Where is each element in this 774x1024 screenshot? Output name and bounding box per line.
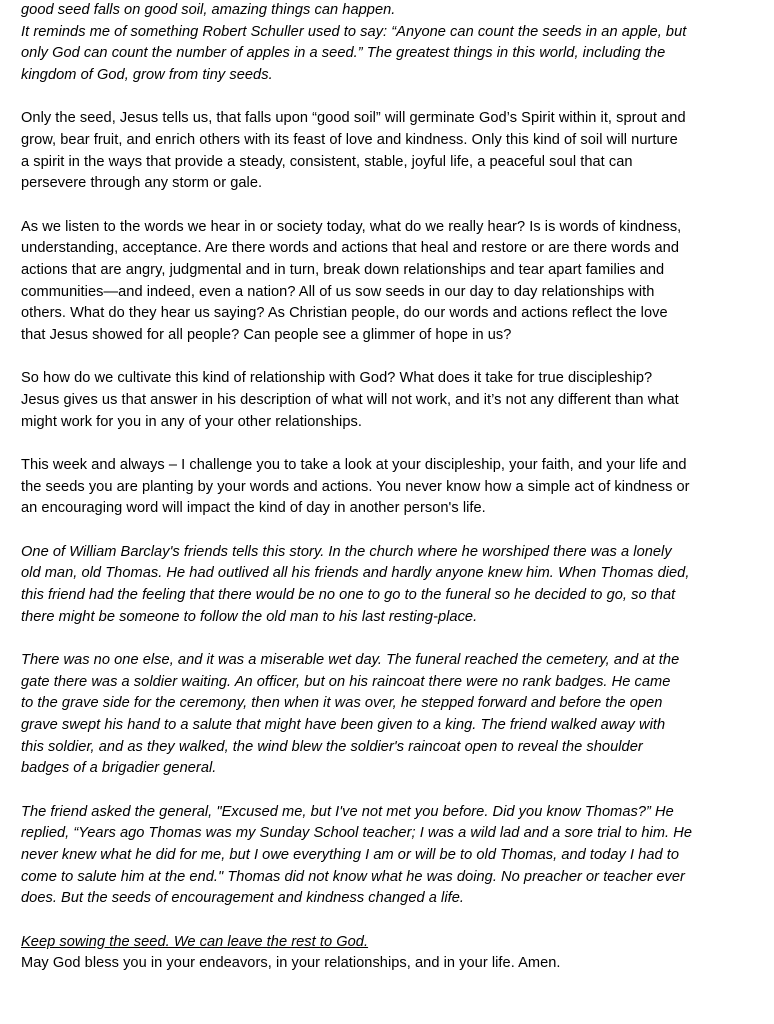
text-line: This week and always – I challenge you to take a look at your discipleship, your faith, and your life and bbox=[21, 457, 687, 474]
text-line: It reminds me of something Robert Schuller used to say: “Anyone can count the seeds in an apple, but bbox=[21, 23, 687, 40]
closing-paragraph bbox=[21, 932, 756, 975]
text-line: kingdom of God, grow from tiny seeds. bbox=[21, 66, 273, 83]
paragraph-4 bbox=[21, 368, 756, 433]
text-line: a spirit in the ways that provide a steady, consistent, stable, joyful life, a peaceful soul that can bbox=[21, 153, 633, 170]
text-line: There was no one else, and it was a miserable wet day. The funeral reached the cemetery, and at the bbox=[21, 652, 680, 669]
paragraph-3 bbox=[21, 217, 756, 347]
text-line: the seeds you are planting by your words and actions. You never know how a simple act of kindness or bbox=[21, 478, 690, 495]
text-line: gate there was a soldier waiting. An officer, but on his raincoat there were no rank badges. He came bbox=[21, 673, 671, 690]
paragraph-8 bbox=[21, 802, 756, 910]
text-line: actions that are angry, judgmental and in turn, break down relationships and tear apart families and bbox=[21, 261, 665, 278]
paragraph-6 bbox=[21, 542, 756, 628]
text-line: persevere through any storm or gale. bbox=[21, 175, 263, 192]
text-line: there might be someone to follow the old man to his last resting-place. bbox=[21, 608, 478, 625]
text-line: badges of a brigadier general. bbox=[21, 760, 217, 777]
text-line: As we listen to the words we hear in or society today, what do we really hear? Is is words of kindness, bbox=[21, 218, 682, 235]
paragraph-7 bbox=[21, 650, 756, 780]
text-line: replied, “Years ago Thomas was my Sunday School teacher; I was a wild lad and a sore trial to him. He bbox=[21, 825, 693, 842]
text-line: understanding, acceptance. Are there words and actions that heal and restore or are there words and bbox=[21, 240, 680, 257]
text-line: The friend asked the general, "Excused me, but I've not met you before. Did you know Thomas?” He bbox=[21, 803, 674, 820]
text-line: One of William Barclay's friends tells this story. In the church where he worshiped there was a lonely bbox=[21, 543, 672, 560]
text-line: that Jesus showed for all people? Can people see a glimmer of hope in us? bbox=[21, 326, 512, 343]
text-line: never knew what he did for me, but I owe everything I am or will be to old Thomas, and today I had to bbox=[21, 847, 680, 863]
paragraph-1 bbox=[21, 0, 756, 86]
text-line: good seed falls on good soil, amazing things can happen. bbox=[21, 2, 396, 18]
text-line: does. But the seeds of encouragement and kindness changed a life. bbox=[21, 890, 464, 907]
document-page bbox=[21, 0, 756, 975]
text-line: others. What do they hear us saying? As Christian people, do our words and actions reflect the love bbox=[21, 305, 668, 322]
text-line: to the grave side for the ceremony, then when it was over, he stepped forward and before the open bbox=[21, 695, 663, 712]
text-line: this soldier, and as they walked, the wind blew the soldier's raincoat open to reveal the shoulder bbox=[21, 738, 643, 755]
text-line: grow, bear fruit, and enrich others with its feast of love and kindness. Only this kind of soil will nurture bbox=[21, 131, 678, 148]
text-line: Jesus gives us that answer in his description of what will not work, and it’s not any different than what bbox=[21, 391, 679, 408]
text-line: come to salute him at the end." Thomas did not know what he was doing. No preacher or teacher ever bbox=[21, 868, 685, 885]
text-line: only God can count the number of apples in a seed.” The greatest things in this world, including the bbox=[21, 45, 666, 62]
text-line: Only the seed, Jesus tells us, that falls upon “good soil” will germinate God’s Spirit within it, sprout and bbox=[21, 110, 686, 127]
text-line: communities—and indeed, even a nation? All of us sow seeds in our day to day relationships with bbox=[21, 283, 655, 300]
text-line: might work for you in any of your other relationships. bbox=[21, 413, 362, 430]
paragraph-5 bbox=[21, 455, 756, 520]
text-line: an encouraging word will impact the kind of day in another person's life. bbox=[21, 500, 486, 517]
text-line: old man, old Thomas. He had outlived all his friends and hardly anyone knew him. When Thomas died, bbox=[21, 565, 690, 582]
text-line: this friend had the feeling that there would be no one to go to the funeral so he decided to go, so that bbox=[21, 587, 676, 604]
closing-blessing-line: May God bless you in your endeavors, in your relationships, and in your life. Amen. bbox=[21, 955, 561, 972]
document-body bbox=[21, 0, 756, 910]
paragraph-2 bbox=[21, 108, 756, 194]
text-line: So how do we cultivate this kind of relationship with God? What does it take for true discipleship? bbox=[21, 370, 653, 387]
text-line: grave swept his hand to a salute that might have been given to a king. The friend walked away with bbox=[21, 717, 666, 734]
closing-exhortation-line: Keep sowing the seed. We can leave the rest to God. bbox=[21, 933, 369, 950]
